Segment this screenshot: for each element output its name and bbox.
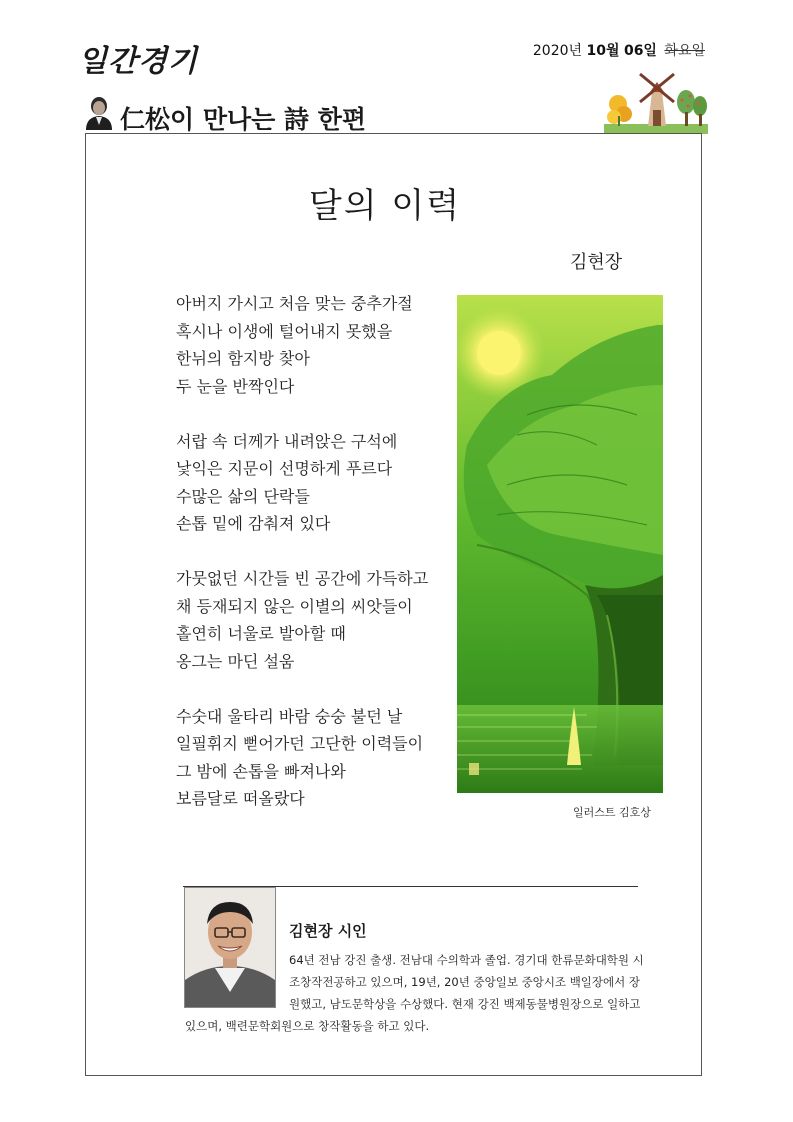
poem-line: 보름달로 떠올랐다: [176, 789, 305, 808]
date-year: 2020년: [532, 43, 583, 59]
poem-stanza: [176, 565, 461, 675]
poem-stanza: [176, 428, 461, 538]
date-day: 06일: [623, 43, 657, 59]
section-title: 仁松이 만나는 詩 한편: [120, 105, 367, 134]
poem-stanza: [176, 290, 461, 400]
poem-line: 혹시나 이생에 털어내지 못했을: [176, 321, 393, 341]
tree-moon-illustration: [457, 295, 663, 793]
poet-name: 김현장 시인: [289, 922, 367, 940]
poem-line: 낯익은 지문이 선명하게 푸르다: [176, 459, 393, 478]
poem-line: 가뭇없던 시간들 빈 공간에 가득하고: [176, 569, 429, 588]
date-weekday: 화요일: [664, 43, 705, 59]
poem-line: 그 밤에 손톱을 빠져나와: [176, 761, 346, 781]
poem-line: 두 눈을 반짝인다: [176, 376, 295, 396]
poet-photo: [184, 887, 276, 1008]
windmill-landscape-icon: [604, 70, 708, 134]
poem-line: 수많은 삶의 단락들: [176, 486, 310, 506]
bio-line: 64년 전남 강진 출생. 전남대 수의학과 졸업. 경기대 한류문화대학원 시: [289, 953, 644, 967]
poem-line: 한뉘의 함지방 찾아: [176, 349, 310, 368]
poem-body: [176, 290, 461, 813]
poem-line: 손톱 밑에 감춰져 있다: [176, 514, 331, 533]
poem-line: 아버지 가시고 처음 맞는 중추가절: [176, 294, 413, 313]
illustration-credit: 일러스트 김호상: [573, 806, 651, 819]
date-month: 10월: [586, 43, 620, 59]
columnist-portrait-icon: [84, 96, 114, 130]
poem-line: 홀연히 너울로 발아할 때: [176, 624, 346, 643]
poem-line: 채 등재되지 않은 이별의 씨앗들이: [176, 596, 413, 616]
masthead-logo: 일간경기: [78, 44, 198, 79]
poem-line: 일필휘지 뻗어가던 고단한 이력들이: [176, 734, 424, 753]
bio-line: 있으며, 백련문학회원으로 창작활동을 하고 있다.: [185, 1019, 430, 1033]
poem-stanza: [176, 703, 461, 813]
poem-title: 달의 이력: [308, 186, 462, 226]
issue-date: [533, 40, 705, 60]
poem-author: 김현장: [570, 252, 623, 273]
bio-line: 조창작전공하고 있으며, 19년, 20년 중앙일보 중앙시조 백일장에서 장: [289, 975, 640, 989]
poet-biography: [185, 949, 644, 1037]
poem-line: 옹그는 마딘 설움: [176, 651, 295, 671]
bio-line: 원했고, 남도문학상을 수상했다. 현재 강진 백제동물병원장으로 일하고: [289, 997, 641, 1011]
poem-line: 수숫대 울타리 바람 숭숭 불던 날: [176, 706, 403, 726]
poem-line: 서랍 속 더께가 내려앉은 구석에: [176, 431, 398, 451]
